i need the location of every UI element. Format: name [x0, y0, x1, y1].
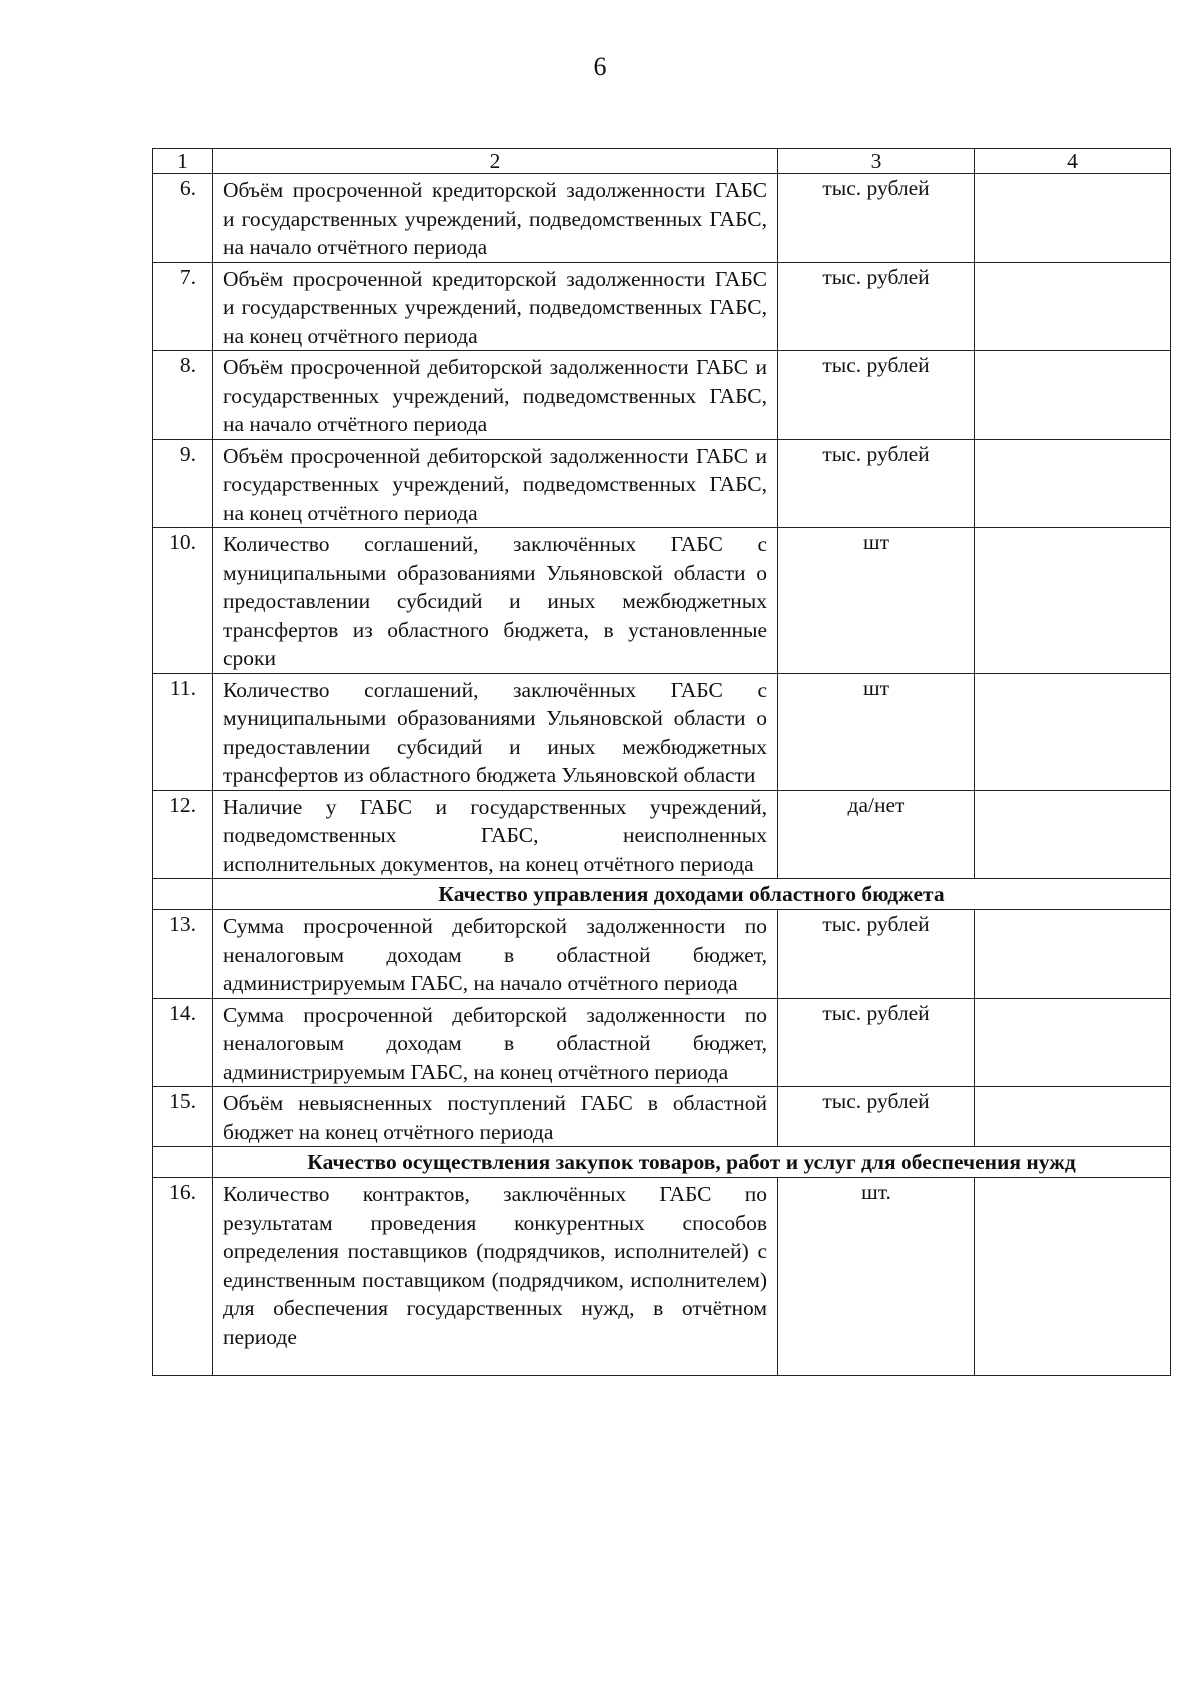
section-row	[153, 1147, 1171, 1178]
unit-cell: тыс. рублей	[778, 910, 975, 999]
column-number-row	[153, 149, 1171, 174]
indicators-table	[152, 148, 1171, 1376]
column-number-2: 2	[213, 149, 778, 174]
table-row	[153, 439, 1171, 528]
unit-cell: шт	[778, 528, 975, 674]
row-number: 6.	[153, 174, 213, 263]
table-row	[153, 910, 1171, 999]
indicator-text: Объём просроченной дебиторской задолженности ГАБС и государственных учреждений, подведомственных ГАБС, на начало отчётного периода	[213, 351, 778, 440]
value-cell	[975, 673, 1171, 790]
indicator-text: Объём просроченной дебиторской задолженности ГАБС и государственных учреждений, подведомственных ГАБС, на конец отчётного периода	[213, 439, 778, 528]
indicator-text: Количество соглашений, заключённых ГАБС с муниципальными образованиями Ульяновской области о предоставлении субсидий и иных межбюджетных трансфертов из областного бюджета Ульяновской области	[213, 673, 778, 790]
row-number: 10.	[153, 528, 213, 674]
table-row	[153, 351, 1171, 440]
section-row	[153, 879, 1171, 910]
table-row	[153, 790, 1171, 879]
column-number-4: 4	[975, 149, 1171, 174]
unit-cell: шт.	[778, 1178, 975, 1376]
value-cell	[975, 351, 1171, 440]
row-number: 15.	[153, 1087, 213, 1147]
row-number: 14.	[153, 998, 213, 1087]
unit-cell: тыс. рублей	[778, 262, 975, 351]
indicator-text: Объём просроченной кредиторской задолженности ГАБС и государственных учреждений, подведомственных ГАБС, на начало отчётного периода	[213, 174, 778, 263]
section-heading-revenue: Качество управления доходами областного бюджета	[213, 879, 1171, 910]
indicator-text: Объём просроченной кредиторской задолженности ГАБС и государственных учреждений, подведомственных ГАБС, на конец отчётного периода	[213, 262, 778, 351]
row-number: 13.	[153, 910, 213, 999]
value-cell	[975, 174, 1171, 263]
table-row	[153, 528, 1171, 674]
column-number-1: 1	[153, 149, 213, 174]
unit-cell: тыс. рублей	[778, 351, 975, 440]
row-number: 7.	[153, 262, 213, 351]
indicator-text: Количество соглашений, заключённых ГАБС с муниципальными образованиями Ульяновской области о предоставлении субсидий и иных межбюджетных трансфертов из областного бюджета, в установленные сроки	[213, 528, 778, 674]
section-number-cell	[153, 1147, 213, 1178]
value-cell	[975, 998, 1171, 1087]
table-row	[153, 174, 1171, 263]
table-row	[153, 262, 1171, 351]
page-number: 6	[593, 52, 607, 81]
indicator-text: Наличие у ГАБС и государственных учреждений, подведомственных ГАБС, неисполненных исполнительных документов, на конец отчётного периода	[213, 790, 778, 879]
indicator-text: Объём невыясненных поступлений ГАБС в областной бюджет на конец отчётного периода	[213, 1087, 778, 1147]
row-number: 9.	[153, 439, 213, 528]
unit-cell: тыс. рублей	[778, 998, 975, 1087]
value-cell	[975, 262, 1171, 351]
value-cell	[975, 439, 1171, 528]
unit-cell: тыс. рублей	[778, 1087, 975, 1147]
unit-cell: тыс. рублей	[778, 174, 975, 263]
table-row	[153, 673, 1171, 790]
row-number: 16.	[153, 1178, 213, 1376]
section-heading-procurement: Качество осуществления закупок товаров, работ и услуг для обеспечения нужд	[213, 1147, 1171, 1178]
value-cell	[975, 528, 1171, 674]
unit-cell: тыс. рублей	[778, 439, 975, 528]
value-cell	[975, 910, 1171, 999]
indicator-text: Количество контрактов, заключённых ГАБС по результатам проведения конкурентных способов определения поставщиков (подрядчиков, исполнителей) с единственным поставщиком (подрядчиком, исполнителем) для обеспечения государственных нужд, в отчётном периоде	[213, 1178, 778, 1376]
column-number-3: 3	[778, 149, 975, 174]
row-number: 11.	[153, 673, 213, 790]
table-row	[153, 998, 1171, 1087]
indicator-text: Сумма просроченной дебиторской задолженности по неналоговым доходам в областной бюджет, администрируемым ГАБС, на начало отчётного периода	[213, 910, 778, 999]
value-cell	[975, 1087, 1171, 1147]
table-row	[153, 1087, 1171, 1147]
unit-cell: шт	[778, 673, 975, 790]
row-number: 12.	[153, 790, 213, 879]
unit-cell: да/нет	[778, 790, 975, 879]
value-cell	[975, 790, 1171, 879]
value-cell	[975, 1178, 1171, 1376]
row-number: 8.	[153, 351, 213, 440]
table-row	[153, 1178, 1171, 1376]
section-number-cell	[153, 879, 213, 910]
indicator-text: Сумма просроченной дебиторской задолженности по неналоговым доходам в областной бюджет, администрируемым ГАБС, на конец отчётного периода	[213, 998, 778, 1087]
